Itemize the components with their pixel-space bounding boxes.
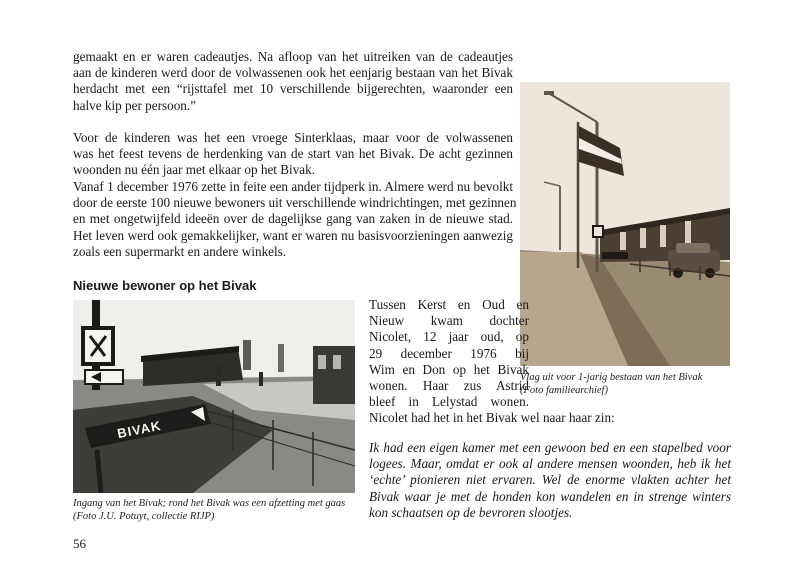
quote-line: ‘echte’ pionieren niet ervaren. Wel de enorme vlakten achter het — [369, 472, 731, 488]
photo-flag — [520, 82, 730, 366]
quote-line: Bivak waar je met de honden kon wandelen en in strenge winters — [369, 488, 731, 504]
text-line: en met ongetwijfeld ideeën over de dagelijkse gang van zaken in de nieuwe stad. — [73, 211, 513, 227]
text-line: was het feest tevens de herdenking van de start van het Bivak. De acht gezinnen — [73, 146, 513, 162]
text-line: gemaakt en er waren cadeautjes. Na afloop van het uitreiken van de cadeautjes — [73, 49, 513, 64]
paragraph-new-era — [73, 179, 517, 260]
text-line: woonden nu één jaar met elkaar op het Bivak. — [73, 162, 316, 178]
section-heading: Nieuwe bewoner op het Bivak — [73, 278, 257, 293]
quote-line: Ik had een eigen kamer met een gewoon bed en een stapelbed voor — [369, 440, 731, 455]
text-line: wonen. Haar zus Astrid — [369, 378, 529, 394]
text-line: zoals een supermarkt en andere winkels. — [73, 243, 287, 259]
text-line: Vanaf 1 december 1976 zette in feite een ander tijdperk in. Almere werd nu bevolkt — [73, 179, 513, 194]
caption-line: Ingang van het Bivak; rond het Bivak was een afzetting met gaas — [73, 498, 346, 509]
text-line: door de eerste 100 nieuwe bewoners uit verschillende windrichtingen, met gezinnen — [73, 195, 517, 211]
bivak-sign-text: BIVAK — [115, 417, 163, 442]
paragraph-sinterklaas — [73, 130, 513, 179]
quote-nicolet — [369, 440, 731, 521]
caption-line: Vlag uit voor 1-jarig bestaan van het Bivak — [520, 372, 703, 383]
paragraph-nicolet-intro: Nicolet had het in het Bivak wel naar haar zin: — [369, 410, 615, 425]
text-line: 29 december 1976 bij — [369, 345, 529, 361]
photo-caption-bivak — [73, 498, 373, 523]
flag-photo-illustration — [520, 82, 730, 366]
caption-line: (Foto J.U. Potuyt, collectie RIJP) — [73, 510, 215, 522]
paragraph-intro — [73, 49, 513, 114]
text-line: aan de kinderen werd door de volwassenen ook het eenjarig bestaan van het Bivak — [73, 65, 513, 81]
text-line: Voor de kinderen was het een vroege Sinterklaas, maar voor de volwassenen — [73, 130, 513, 145]
text-line: Nicolet, 12 jaar oud, op — [369, 329, 529, 345]
quote-line: logees. Maar, omdat er ook al andere mensen woonden, heb ik het — [369, 456, 731, 472]
photo-caption-flag — [520, 372, 750, 397]
quote-line: kon schaatsen op de bevroren slootjes. — [369, 504, 573, 520]
text-line: Wim en Don op het Bivak — [369, 361, 529, 377]
text-line: Tussen Kerst en Oud en — [369, 297, 529, 312]
text-line: herdacht met een “rijsttafel met 10 verschillende bijgerechten, waaronder een — [73, 81, 513, 97]
paragraph-nicolet — [369, 297, 529, 410]
photo-bivak-entrance — [73, 300, 355, 493]
text-line: Het leven werd ook gemakkelijker, want er waren nu basisvoorzieningen aanwezig — [73, 227, 513, 243]
caption-line: (Foto familiearchief) — [520, 384, 608, 396]
text-line: bleef in Lelystad wonen. — [369, 394, 529, 410]
page-number: 56 — [73, 536, 86, 551]
bivak-photo-illustration — [73, 300, 355, 493]
text-line: Nieuw kwam dochter — [369, 313, 529, 329]
text-line: halve kip per persoon.” — [73, 97, 197, 113]
